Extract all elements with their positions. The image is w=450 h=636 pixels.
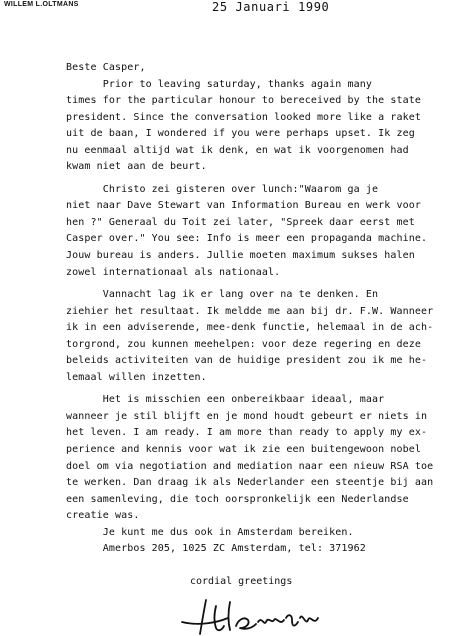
text-line: ik in een adviserende, mee-denk functie, helemaal in de ach-: [66, 322, 434, 334]
text-line: Het is misschien een onbereikbaar ideaal, maar: [66, 394, 385, 406]
text-line: te werken. Dan draag ik als Nederlander een steentje bij aan: [66, 477, 434, 489]
text-line: Je kunt me dus ook in Amsterdam bereiken.: [66, 526, 354, 538]
text-line: niet naar Dave Stewart van Information Bureau en werk voor: [66, 200, 421, 212]
text-line: Jouw bureau is anders. Jullie moeten maximum sukses halen: [66, 250, 415, 262]
paragraph-1: [66, 77, 446, 176]
address-line: Amerbos 205, 1025 ZC Amsterdam, tel: 371962: [66, 543, 366, 555]
paragraph-3: [66, 287, 446, 386]
text-line: perience and kennis voor wat ik zie een buitengewoon nobel: [66, 444, 421, 456]
text-line: beleids activiteiten van de huidige president zou ik me he-: [66, 355, 428, 367]
text-line: Vannacht lag ik er lang over na te denken. En: [66, 289, 379, 301]
paragraph-5: [66, 525, 446, 558]
text-line: president. Since the conversation looked more like a raket: [66, 111, 421, 123]
text-line: Casper over." You see: Info is meer een propaganda machine.: [66, 233, 428, 245]
text-line: het leven. I am ready. I am more than ready to apply my ex-: [66, 427, 428, 439]
salutation: Beste Casper,: [66, 62, 146, 73]
text-line: uit de baan, I wondered if you were perhaps upset. Ik zeg: [66, 128, 415, 140]
text-line: hen ?" Generaal du Toit zei later, "Spreek daar eerst met: [66, 216, 415, 228]
text-line: nu eenmaal altijd wat ik denk, en wat ik voorgenomen had: [66, 144, 409, 156]
letter-date: 25 Januari 1990: [212, 0, 330, 14]
text-line: een samenleving, die toch oorspronkelijk een Nederlandse: [66, 493, 409, 505]
handwritten-signature: [176, 596, 346, 636]
letter-body: [66, 60, 446, 558]
paragraph-4: [66, 392, 446, 524]
text-line: doel om via negotiation and mediation naar een nieuw RSA toe: [66, 460, 434, 472]
text-line: torgrond, zou kunnen meehelpen: voor deze regering en deze: [66, 338, 421, 350]
text-line: zowel internationaal als nationaal.: [66, 266, 281, 278]
sender-name: WILLEM L.OLTMANS: [4, 1, 79, 8]
closing-greeting: cordial greetings: [190, 576, 293, 587]
paragraph-2: [66, 182, 446, 281]
text-line: times for the particular honour to bereceived by the state: [66, 95, 421, 107]
text-line: creatie was.: [66, 510, 140, 522]
text-line: kwam niet aan de beurt.: [66, 161, 207, 173]
text-line: Christo zei gisteren over lunch:"Waarom ga je: [66, 183, 379, 195]
text-line: ziehier het resultaat. Ik meldde me aan bij dr. F.W. Wanneer: [66, 305, 434, 317]
text-line: wanneer je stil blijft en je mond houdt gebeurt er niets in: [66, 410, 428, 422]
text-line: lemaal willen inzetten.: [66, 371, 207, 383]
text-line: Prior to leaving saturday, thanks again many: [66, 78, 373, 90]
